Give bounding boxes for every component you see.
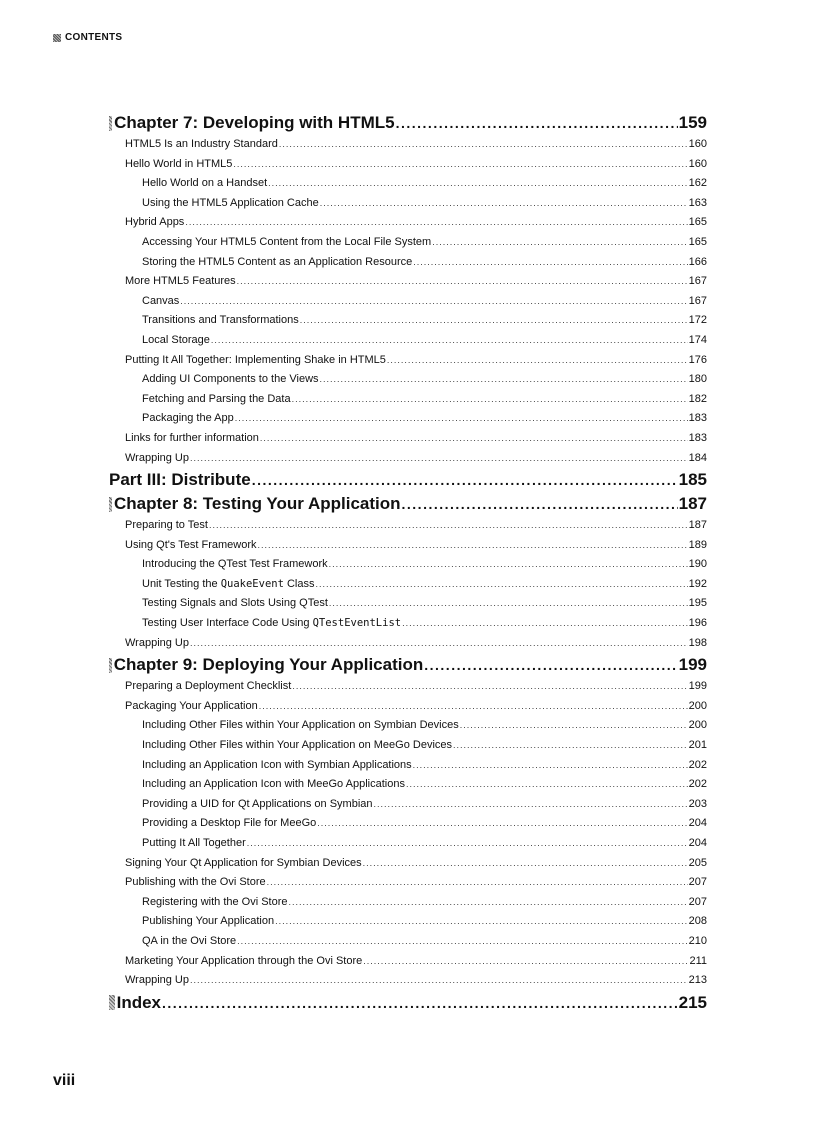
toc-entry-title: Links for further information — [125, 431, 259, 444]
toc-chapter-entry[interactable] — [109, 653, 707, 677]
toc-entry[interactable] — [109, 716, 707, 736]
toc-page-number: 167 — [688, 275, 707, 288]
toc-page-number: 202 — [688, 778, 707, 791]
code-identifier: QuakeEvent — [220, 577, 284, 590]
toc-entry-title: Publishing with the Ovi Store — [125, 876, 266, 889]
toc-entry[interactable] — [109, 697, 707, 717]
code-identifier: QTestEventList — [312, 617, 402, 630]
toc-entry[interactable] — [109, 756, 707, 776]
dot-leader — [329, 594, 688, 614]
dot-leader — [247, 834, 688, 854]
toc-page-number: 189 — [688, 538, 707, 551]
dot-leader — [320, 370, 688, 390]
toc-entry[interactable] — [109, 409, 707, 429]
toc-entry[interactable] — [109, 390, 707, 410]
toc-entry-title: Preparing a Deployment Checklist — [125, 680, 292, 693]
toc-entry-title: Hybrid Apps — [125, 216, 185, 229]
dot-leader — [185, 213, 687, 233]
toc-entry-title: Packaging Your Application — [125, 699, 258, 712]
dot-leader — [235, 409, 688, 429]
toc-page-number: 204 — [688, 817, 707, 830]
page-number: viii — [53, 1072, 76, 1089]
toc-entry[interactable] — [109, 834, 707, 854]
table-of-contents — [109, 111, 707, 1015]
toc-entry-title: Hello World in HTML5 — [125, 157, 233, 170]
toc-page-number: 200 — [688, 699, 707, 712]
toc-entry-title: Canvas — [142, 294, 180, 307]
toc-chapter-entry[interactable] — [109, 492, 707, 516]
running-head-label: CONTENTS — [65, 32, 123, 43]
dot-leader — [413, 253, 687, 273]
dot-leader — [424, 653, 677, 677]
toc-entry-title: Fetching and Parsing the Data — [142, 392, 291, 405]
toc-page-number: 184 — [688, 451, 707, 464]
chapter-square-icon — [109, 995, 115, 1010]
toc-page-number: 180 — [688, 373, 707, 386]
dot-leader — [237, 272, 688, 292]
toc-part-entry[interactable] — [109, 468, 707, 492]
toc-entry-title: Unit Testing the QuakeEvent Class — [142, 577, 315, 590]
toc-entry-title: Testing Signals and Slots Using QTest — [142, 597, 328, 610]
toc-page-number: 211 — [689, 954, 707, 967]
dot-leader — [396, 111, 678, 135]
toc-page-number: 195 — [688, 597, 707, 610]
toc-entry-title: Including an Application Icon with Symbian Applications — [142, 758, 412, 771]
toc-page-number: 176 — [688, 353, 707, 366]
toc-entry-title: Wrapping Up — [125, 636, 189, 649]
chapter-square-icon — [109, 116, 112, 131]
toc-page-number: 215 — [678, 992, 707, 1012]
toc-entry[interactable] — [109, 233, 707, 253]
toc-entry[interactable] — [109, 213, 707, 233]
dot-leader — [252, 468, 678, 492]
toc-entry[interactable] — [109, 795, 707, 815]
dot-leader — [190, 449, 688, 469]
toc-entry[interactable] — [109, 370, 707, 390]
toc-entry-title: Including Other Files within Your Application on Symbian Devices — [142, 719, 459, 732]
toc-entry-title: Chapter 8: Testing Your Application — [114, 494, 401, 514]
toc-entry-title: More HTML5 Features — [125, 275, 236, 288]
section-square-icon — [53, 34, 61, 42]
toc-entry[interactable] — [109, 971, 707, 991]
dot-leader — [300, 311, 688, 331]
dot-leader — [257, 536, 687, 556]
toc-entry[interactable] — [109, 135, 707, 155]
toc-entry[interactable] — [109, 449, 707, 469]
toc-entry[interactable] — [109, 174, 707, 194]
dot-leader — [432, 233, 687, 253]
toc-entry-title: Transitions and Transformations — [142, 314, 299, 327]
toc-entry-title: Chapter 7: Developing with HTML5 — [114, 113, 395, 132]
toc-entry[interactable] — [109, 736, 707, 756]
toc-page-number: 199 — [678, 655, 707, 675]
toc-entry-title: Registering with the Ovi Store — [142, 895, 288, 908]
toc-entry-title: QA in the Ovi Store — [142, 934, 237, 947]
toc-page-number: 165 — [688, 235, 707, 248]
toc-entry-title: Wrapping Up — [125, 974, 189, 987]
dot-leader — [260, 429, 688, 449]
toc-entry[interactable] — [109, 873, 707, 893]
toc-entry-title: Introducing the QTest Test Framework — [142, 558, 328, 571]
toc-entry[interactable] — [109, 155, 707, 175]
toc-page-number: 208 — [688, 915, 707, 928]
toc-page-number: 196 — [688, 617, 707, 630]
dot-leader — [162, 991, 678, 1015]
chapter-square-icon — [109, 658, 112, 673]
toc-entry-title: Packaging the App — [142, 412, 234, 425]
toc-entry[interactable] — [109, 331, 707, 351]
toc-entry[interactable] — [109, 775, 707, 795]
toc-chapter-entry[interactable] — [109, 111, 707, 135]
toc-entry[interactable] — [109, 194, 707, 214]
toc-entry[interactable] — [109, 272, 707, 292]
dot-leader — [374, 795, 688, 815]
toc-page-number: 183 — [688, 431, 707, 444]
toc-page-number: 198 — [688, 636, 707, 649]
chapter-square-icon — [109, 497, 112, 512]
toc-entry[interactable] — [109, 429, 707, 449]
toc-page-number: 203 — [688, 797, 707, 810]
toc-entry-title: Marketing Your Application through the Ovi Store — [125, 954, 363, 967]
toc-entry-title: Wrapping Up — [125, 451, 189, 464]
toc-entry[interactable] — [109, 634, 707, 654]
toc-page-number: 190 — [688, 558, 707, 571]
toc-entry[interactable] — [109, 594, 707, 614]
toc-entry[interactable] — [109, 952, 707, 972]
toc-page-number: 202 — [688, 758, 707, 771]
toc-page-number: 199 — [688, 680, 707, 693]
toc-entry-title: Adding UI Components to the Views — [142, 373, 319, 386]
dot-leader — [209, 516, 688, 536]
toc-entry-title: Using the HTML5 Application Cache — [142, 196, 319, 209]
dot-leader — [387, 351, 688, 371]
toc-entry-title: Putting It All Together — [142, 837, 246, 849]
dot-leader — [453, 736, 688, 756]
running-head — [53, 32, 122, 43]
toc-entry-title: Publishing Your Application — [142, 915, 275, 928]
toc-entry[interactable] — [109, 536, 707, 556]
dot-leader — [315, 575, 687, 595]
toc-entry[interactable] — [109, 614, 707, 634]
toc-entry-title: Signing Your Qt Application for Symbian Devices — [125, 856, 362, 869]
toc-page-number: 213 — [688, 974, 707, 987]
dot-leader — [275, 912, 688, 932]
toc-page-number: 183 — [688, 412, 707, 425]
toc-entry-title: Storing the HTML5 Content as an Application Resource — [142, 255, 413, 268]
toc-entry[interactable] — [109, 893, 707, 913]
dot-leader — [363, 854, 688, 874]
toc-page-number: 174 — [688, 333, 707, 346]
dot-leader — [211, 331, 688, 351]
toc-page-number: 160 — [688, 138, 707, 150]
toc-entry-title: Providing a UID for Qt Applications on Symbian — [142, 797, 373, 810]
toc-page-number: 167 — [688, 294, 707, 307]
dot-leader — [267, 873, 688, 893]
toc-page-number: 182 — [688, 392, 707, 405]
toc-entry-title: Including an Application Icon with MeeGo Applications — [142, 778, 405, 791]
toc-entry[interactable] — [109, 292, 707, 312]
toc-entry-title: Local Storage — [142, 333, 210, 346]
toc-entry[interactable] — [109, 854, 707, 874]
dot-leader — [289, 893, 688, 913]
dot-leader — [406, 775, 688, 795]
dot-leader — [233, 155, 687, 175]
dot-leader — [292, 390, 688, 410]
dot-leader — [363, 952, 688, 972]
toc-page-number: 172 — [688, 314, 707, 327]
dot-leader — [292, 677, 687, 697]
toc-entry-title: Using Qt's Test Framework — [125, 538, 257, 551]
toc-entry[interactable] — [109, 912, 707, 932]
toc-entry[interactable] — [109, 311, 707, 331]
toc-page-number: 200 — [688, 719, 707, 732]
toc-page-number: 201 — [688, 739, 707, 752]
dot-leader — [237, 932, 687, 952]
toc-entry-title: HTML5 Is an Industry Standard — [125, 138, 278, 150]
toc-entry[interactable] — [109, 932, 707, 952]
toc-entry[interactable] — [109, 575, 707, 595]
toc-page-number: 207 — [688, 895, 707, 908]
toc-entry-title: Chapter 9: Deploying Your Application — [113, 655, 424, 675]
toc-page-number: 165 — [688, 216, 707, 229]
dot-leader — [320, 194, 688, 214]
dot-leader — [402, 614, 688, 634]
toc-page-number: 207 — [688, 876, 707, 889]
toc-entry-title: Preparing to Test — [125, 519, 208, 532]
toc-entry[interactable] — [109, 814, 707, 834]
toc-entry[interactable] — [109, 351, 707, 371]
toc-page-number: 187 — [688, 519, 707, 532]
toc-page-number: 159 — [678, 113, 707, 132]
dot-leader — [190, 634, 688, 654]
toc-chapter-entry[interactable] — [109, 991, 707, 1015]
dot-leader — [413, 756, 688, 776]
toc-entry-title: Index — [116, 992, 162, 1012]
toc-page-number: 205 — [688, 856, 707, 869]
toc-entry-title: Testing User Interface Code Using QTestEventList — [142, 617, 402, 630]
toc-entry-title: Including Other Files within Your Application on MeeGo Devices — [142, 739, 453, 752]
toc-page-number: 166 — [688, 255, 707, 268]
toc-entry-title: Providing a Desktop File for MeeGo — [142, 817, 317, 830]
dot-leader — [259, 697, 688, 717]
toc-page-number: 185 — [678, 470, 707, 490]
toc-entry-title: Accessing Your HTML5 Content from the Local File System — [142, 235, 432, 248]
dot-leader — [268, 174, 687, 194]
dot-leader — [190, 971, 688, 991]
toc-entry-title: Part III: Distribute — [109, 470, 251, 490]
toc-page-number: 163 — [688, 196, 707, 209]
toc-page-number: 160 — [688, 157, 707, 170]
toc-page-number: 187 — [678, 494, 707, 514]
dot-leader — [279, 135, 688, 155]
toc-entry[interactable] — [109, 253, 707, 273]
toc-entry[interactable] — [109, 677, 707, 697]
toc-page-number: 204 — [688, 837, 707, 849]
dot-leader — [460, 716, 688, 736]
toc-entry[interactable] — [109, 516, 707, 536]
dot-leader — [317, 814, 687, 834]
toc-page-number: 162 — [688, 177, 707, 190]
toc-entry[interactable] — [109, 555, 707, 575]
toc-entry-title: Putting It All Together: Implementing Shake in HTML5 — [125, 353, 386, 366]
toc-page-number: 210 — [688, 934, 707, 947]
toc-page-number: 192 — [688, 577, 707, 590]
dot-leader — [329, 555, 688, 575]
dot-leader — [180, 292, 687, 312]
dot-leader — [402, 492, 678, 516]
toc-entry-title: Hello World on a Handset — [142, 177, 268, 190]
